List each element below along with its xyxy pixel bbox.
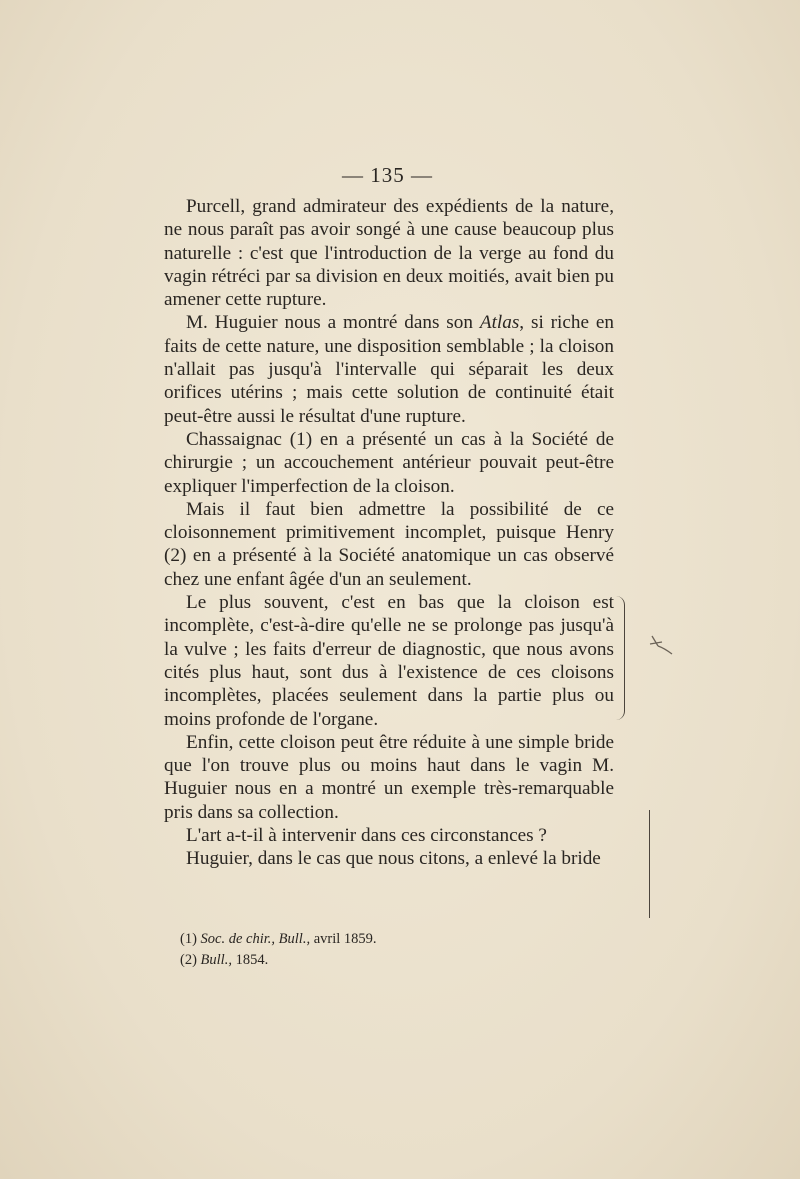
footnote-2-number: (2) — [180, 952, 197, 968]
paragraph-2-before: M. Huguier nous a montré dans son — [186, 312, 480, 334]
paragraph-5: Le plus souvent, c'est en bas que la cloison est incomplète, c'est-à-dire qu'elle ne se prolonge pas jusqu'à la vulve ; les faits d'erreur de diagnostic, que nous avons cités plus haut, sont dus à l'existence de ces cloisons incomplètes, placées seulement dans la partie plus ou moins profonde de l'organe. — [164, 592, 614, 730]
page-number: — 135 — — [342, 163, 433, 187]
footnotes — [180, 929, 600, 971]
footnote-2-source: Bull., — [200, 952, 232, 968]
footnote-1-number: (1) — [180, 931, 197, 947]
footnote-1 — [180, 929, 600, 950]
paragraph-4: Mais il faut bien admettre la possibilité de ce cloisonnement primitivement incomplet, puisque Henry (2) en a présenté à la Société anatomique un cas observé chez une enfant âgée d'un an seulement. — [164, 498, 614, 590]
footnote-2-date: 1854. — [231, 952, 269, 968]
paragraph-8: Huguier, dans le cas que nous citons, a enlevé la bride — [186, 848, 601, 870]
footnote-2 — [180, 950, 600, 971]
paragraph-2 — [164, 311, 614, 427]
paragraph-2-after: , si riche en faits de cette nature, une disposition semblable ; la cloison n'allait pas jusqu'à l'intervalle qui séparait les deux orifices utérins ; mais cette solution de continuité était peut-être aussi le résultat d'une rupture. — [164, 312, 614, 427]
footnote-1-source: Soc. de chir., Bull., — [200, 931, 311, 947]
paragraph-6: Enfin, cette cloison peut être réduite à une simple bride que l'on trouve plus ou moins haut dans le vagin M. Huguier nous en a montré un exemple très-remarquable pris dans sa collection. — [164, 731, 614, 823]
margin-pencil-line — [647, 810, 650, 918]
margin-pencil-mark-icon — [648, 632, 674, 658]
paragraph-1: Purcell, grand admirateur des expédients de la nature, ne nous paraît pas avoir songé à une cause beaucoup plus naturelle : c'est que l'introduction de la verge au fond du vagin rétréci par sa division en deux moitiés, avait bien pu amener cette rupture. — [164, 196, 614, 311]
atlas-title: Atlas — [479, 312, 520, 334]
margin-pencil-bracket — [616, 596, 625, 720]
paragraph-3: Chassaignac (1) en a présenté un cas à la Société de chirurgie ; un accouchement antérieur pouvait peut-être expliquer l'imperfection de la cloison. — [164, 428, 614, 497]
body-text — [164, 195, 614, 871]
paragraph-7: L'art a-t-il à intervenir dans ces circonstances ? — [186, 825, 547, 847]
footnote-1-date: avril 1859. — [310, 931, 377, 947]
